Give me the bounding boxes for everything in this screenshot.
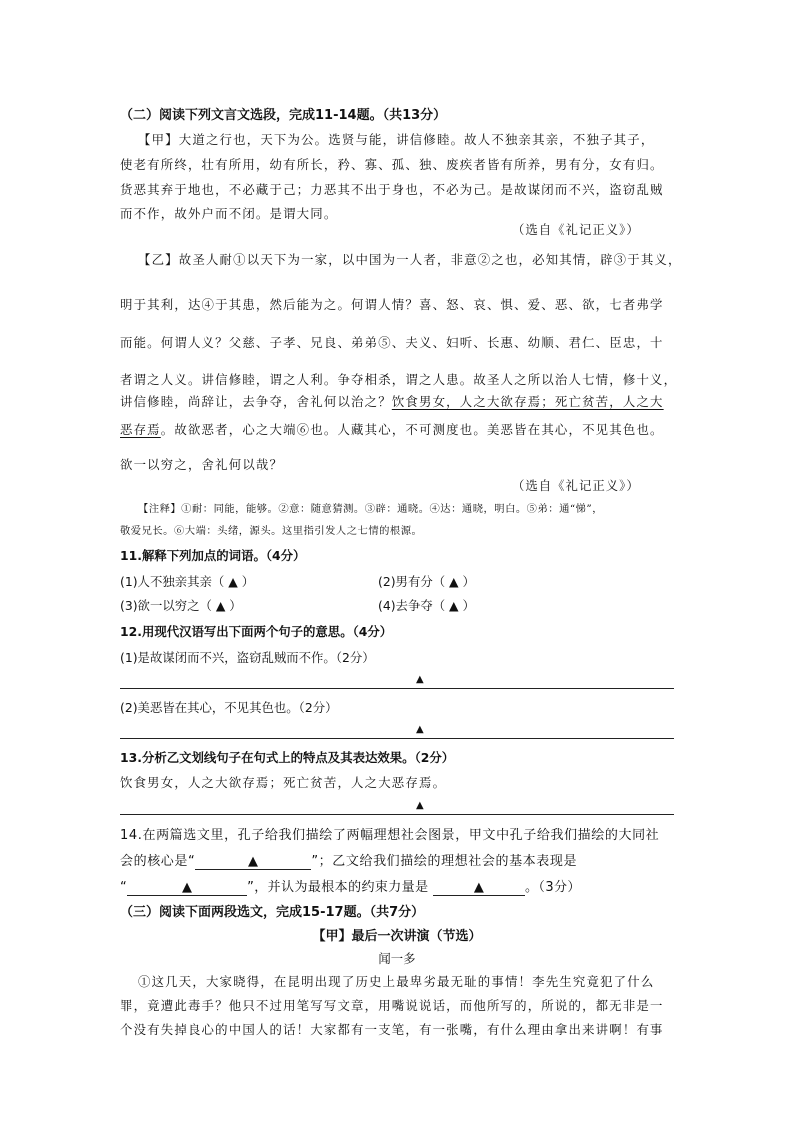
q12-2-answer-marker: ▲: [416, 724, 424, 735]
q13-sentence: 饮食男女，人之大欲存焉；死亡贫苦，人之大恶存焉。: [120, 775, 447, 790]
yi-line-6: [120, 420, 664, 438]
yi-line-3: 而能。何谓人义？父慈、子孝、兄良、弟弟⑤、夫义、妇听、长惠、幼顺、君仁、臣忠，十: [120, 335, 664, 350]
yi-line-7: 欲一以穷之，舍礼何以哉？: [120, 457, 284, 472]
section3-author: 闻一多: [378, 951, 416, 966]
jia-line-4: 而不作，故外户而不闭。是谓大同。: [120, 206, 338, 221]
section3-title: 【甲】最后一次讲演（节选）: [312, 929, 482, 944]
q14-line-3: [120, 876, 581, 896]
q14-text-a: 会的核心是“: [120, 854, 196, 869]
yi-underlined-sentence-part1: 饮食男女，人之大欲存焉；死亡贫苦，人之大: [391, 394, 664, 409]
yi-line-2: 明于其利，达④于其患，然后能为之。何谓人情？喜、怒、哀、惧、爱、恶、欲，七者弗学: [120, 297, 664, 312]
q14-text-d: ”，并认为最根本的约束力量是: [247, 880, 429, 895]
q14-text-e: 。（3分）: [525, 880, 581, 895]
q14-blank-3[interactable]: ▲: [433, 880, 525, 896]
yi-source: （选自《礼记正义》）: [512, 478, 640, 493]
jia-line-3: 货恶其弃于地也，不必藏于己；力恶其不出于身也，不必为己。是故谋闭而不兴，盗窃乱贼: [120, 182, 664, 197]
section2-heading: （二）阅读下列文言文选段，完成11-14题。（共13分）: [120, 108, 447, 123]
q13-answer-marker: ▲: [416, 800, 424, 811]
q14-blank-2[interactable]: ▲: [127, 880, 247, 896]
q13-answer-line[interactable]: [120, 814, 674, 815]
jia-line-1: 【甲】大道之行也，天下为公。选贤与能，讲信修睦。故人不独亲其亲，不独子其子，: [138, 132, 655, 147]
section3-line-2: 罪，竟遭此毒手？他只不过用笔写写文章，用嘴说说话，而他所写的，所说的，都无非是一: [120, 998, 664, 1013]
q13-title: 13.分析乙文划线句子在句式上的特点及其表达效果。（2分）: [120, 750, 455, 765]
section3-heading: （三）阅读下面两段选文，完成15-17题。（共7分）: [120, 905, 425, 920]
yi-line-5-text: 讲信修睦，尚辞让，去争夺，舍礼何以治之？: [120, 394, 392, 409]
q14-text-c: “: [120, 880, 128, 895]
q14-line-1: 14.在两篇选文里，孔子给我们描绘了两幅理想社会图景，甲文中孔子给我们描绘的大同社: [120, 828, 660, 843]
section3-line-3: 个没有失掉良心的中国人的话！大家都有一支笔，有一张嘴，有什么理由拿出来讲啊！有事: [120, 1022, 664, 1037]
notes-line-1: 【注释】①耐：同能，能够。②意：随意猜测。③辟：通晓。④达：通晓，明白。⑤弟：通“悌”，: [138, 503, 603, 515]
q11-title: 11.解释下列加点的词语。（4分）: [120, 548, 306, 563]
q12-1-answer-line[interactable]: [120, 688, 674, 689]
q14-text-b: ”；乙文给我们描绘的理想社会的基本表现是: [311, 854, 578, 869]
q11-item-4: (4)去争夺（ ▲ ）: [378, 598, 475, 613]
yi-line-4: 者谓之人义。讲信修睦，谓之人利。争夺相杀，谓之人患。故圣人之所以治人七情，修十义，: [120, 372, 678, 387]
q12-title: 12.用现代汉语写出下面两个句子的意思。（4分）: [120, 624, 393, 639]
q11-item-3: (3)欲一以穷之（ ▲ ）: [120, 598, 242, 613]
section3-line-1: ①这几天，大家晓得，在昆明出现了历史上最卑劣最无耻的事情！李先生究竟犯了什么: [138, 974, 655, 989]
q12-1-answer-marker: ▲: [416, 674, 424, 685]
yi-line-1: 【乙】故圣人耐①以天下为一家，以中国为一人者，非意②之也，必知其情，辟③于其义，: [138, 252, 682, 267]
jia-line-2: 使老有所终，壮有所用，幼有所长，矜、寡、孤、独、废疾者皆有所养，男有分，女有归。: [120, 157, 664, 172]
q12-sentence-2: (2)美恶皆在其心，不见其色也。（2分）: [120, 700, 338, 715]
yi-line-6-text: 。故欲恶者，心之大端⑥也。人藏其心，不可测度也。美恶皆在其心，不见其色也。: [160, 422, 664, 437]
yi-line-5: [120, 392, 664, 410]
q14-blank-1[interactable]: ▲: [195, 854, 311, 870]
q11-item-1: (1)人不独亲其亲（ ▲ ）: [120, 574, 255, 589]
notes-line-2: 敬爱兄长。⑥大端：头绪，源头。这里指引发人之七情的根源。: [120, 525, 423, 537]
q11-item-2: (2)男有分（ ▲ ）: [378, 574, 475, 589]
q12-sentence-1: (1)是故谋闭而不兴，盗窃乱贼而不作。（2分）: [120, 650, 375, 665]
jia-source: （选自《礼记正义》）: [512, 222, 640, 237]
yi-underlined-sentence-part2: 恶存焉: [120, 422, 161, 437]
q14-line-2: [120, 850, 577, 870]
q12-2-answer-line[interactable]: [120, 738, 674, 739]
